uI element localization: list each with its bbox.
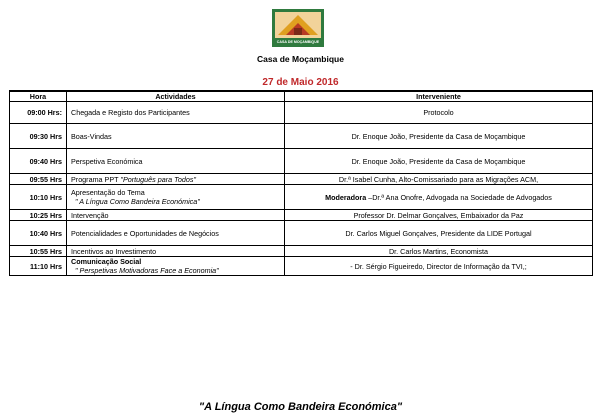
row-speaker-name: –Dr.ª Ana Onofre, Advogada na Sociedade de Advogados [366,192,552,202]
row-speaker: Dr.ª Isabel Cunha, Alto-Comissariado para as Migrações ACM, [285,174,593,185]
row-speaker: Protocolo [285,102,593,124]
row-activity-main: Apresentação do Tema [71,188,145,197]
row-speaker [285,185,593,210]
row-time: 09:00 Hrs: [10,102,67,124]
row-time: 11:10 Hrs [10,257,67,276]
table-row [10,124,593,149]
row-activity: Perspetiva Económica [67,149,285,174]
table-row [10,221,593,246]
row-speaker: Dr. Enoque João, Presidente da Casa de Moçambique [285,149,593,174]
table-row [10,210,593,221]
row-speaker-role: Moderadora [325,192,367,202]
agenda-table [9,90,593,276]
row-activity: Incentivos ao Investimento [67,246,285,257]
row-time: 10:40 Hrs [10,221,67,246]
column-header-interveniente: Interveniente [285,91,593,102]
table-row [10,102,593,124]
table-row [10,149,593,174]
row-speaker: Professor Dr. Delmar Gonçalves, Embaixador da Paz [285,210,593,221]
table-row [10,257,593,276]
row-activity-italic: "Português para Todos" [120,174,196,184]
logo-house-icon [272,9,324,47]
row-activity-italic: " Perspetivas Motivadoras Face a Economia" [75,266,219,275]
row-speaker: Dr. Carlos Martins, Economista [285,246,593,257]
row-activity [67,185,285,210]
column-header-hora: Hora [10,91,67,102]
row-activity: Boas-Vindas [67,124,285,149]
row-activity: Potencialidades e Oportunidades de Negócios [67,221,285,246]
row-time: 10:10 Hrs [10,185,67,210]
footer-title: "A Língua Como Bandeira Económica" [198,401,403,413]
row-activity-italic: " A Língua Como Bandeira Económica" [75,197,200,206]
row-activity [67,257,285,276]
row-activity-prefix: Programa PPT [71,174,121,184]
row-activity [67,174,285,185]
logo-text: CASA DE MOÇAMBIQUE [276,40,320,44]
table-header-row [10,91,593,102]
row-time: 09:40 Hrs [10,149,67,174]
table-row [10,185,593,210]
row-activity: Chegada e Registo dos Participantes [67,102,285,124]
table-row [10,246,593,257]
row-speaker: Dr. Carlos Miguel Gonçalves, Presidente da LIDE Portugal [285,221,593,246]
row-time: 09:30 Hrs [10,124,67,149]
row-time: 10:55 Hrs [10,246,67,257]
row-speaker: Dr. Enoque João, Presidente da Casa de Moçambique [285,124,593,149]
org-name: Casa de Moçambique [257,54,344,64]
event-date: 27 de Maio 2016 [262,77,339,88]
column-header-actividades: Actividades [67,91,285,102]
row-activity: Intervenção [67,210,285,221]
row-speaker: - Dr. Sérgio Figueiredo, Director de Informação da TVI,; [285,257,593,276]
row-activity-main: Comunicação Social [71,257,142,266]
row-time: 10:25 Hrs [10,210,67,221]
row-time: 09:55 Hrs [10,174,67,185]
table-row [10,174,593,185]
